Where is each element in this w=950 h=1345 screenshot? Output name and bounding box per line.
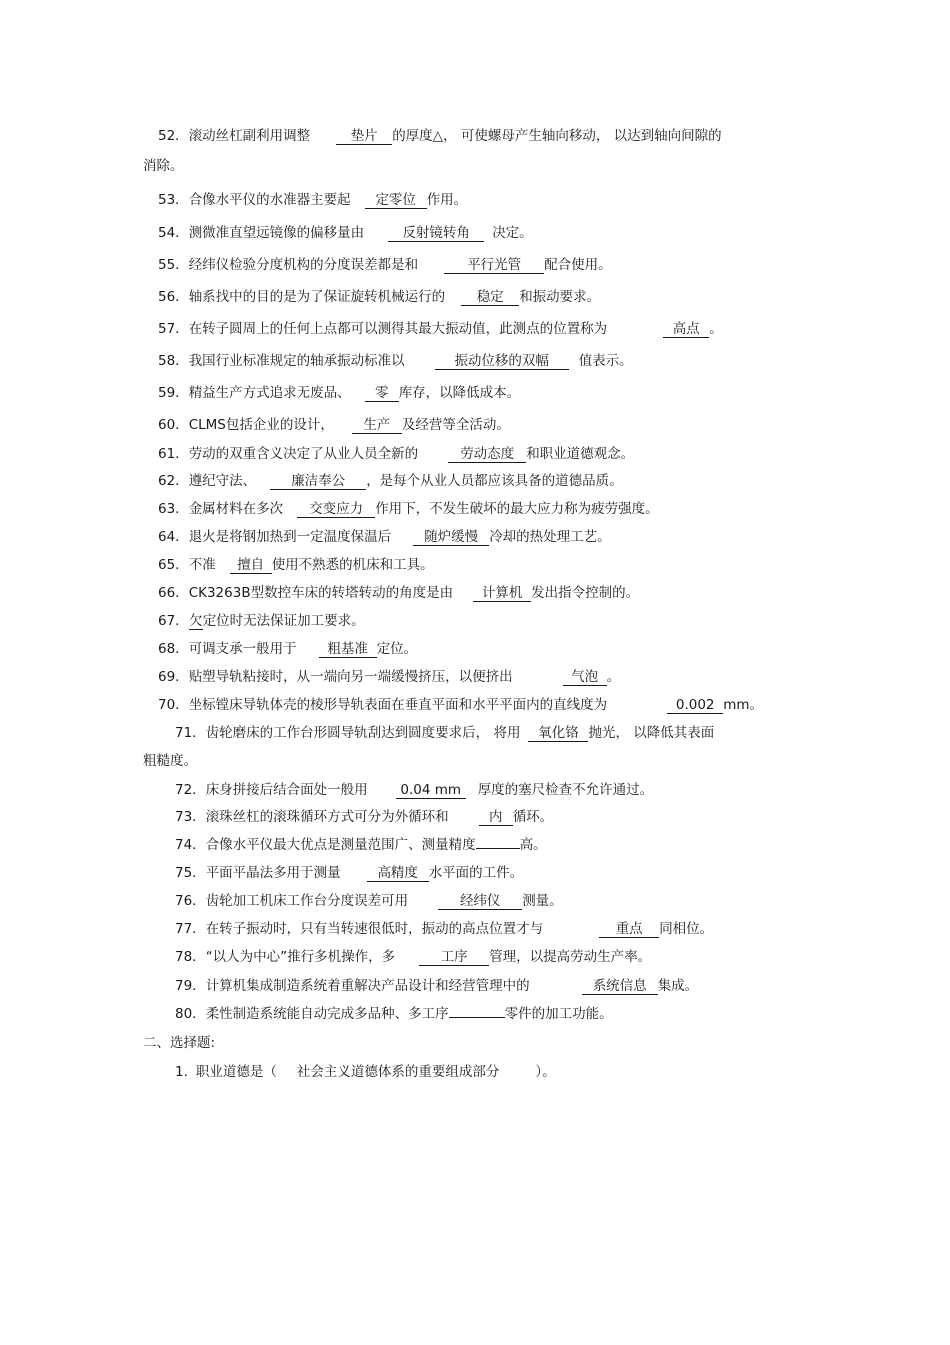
- answer-blank: 反射镜转角: [388, 226, 484, 242]
- answer-blank: 振动位移的双幅: [435, 354, 569, 370]
- answer-blank: 高精度: [367, 866, 429, 882]
- question-59: 59．精益生产方式追求无废品、 零 库存，以降低成本。: [158, 385, 521, 401]
- answer-blank: 交变应力: [297, 502, 375, 518]
- question-78: 78．“以人为中心”推行多机操作，多 工序 管理，以提高劳动生产率。: [175, 949, 652, 965]
- question-68: 68．可调支承一般用于 粗基准 定位。: [158, 641, 418, 657]
- choice-question-1: 1. 职业道德是（ 社会主义道德体系的重要组成部分 ）。: [175, 1064, 556, 1080]
- answer-blank: 内: [479, 810, 513, 826]
- question-69: 69．贴塑导轨粘接时，从一端向另一端缓慢挤压，以便挤出 气泡 。: [158, 669, 621, 685]
- question-79: 79．计算机集成制造系统着重解决产品设计和经营管理中的 系统信息 集成。: [175, 978, 699, 994]
- question-54: 54．测微准直望远镜像的偏移量由 反射镜转角 决定。: [158, 225, 533, 241]
- answer-blank: 气泡: [563, 670, 607, 686]
- answer-blank: [476, 848, 520, 849]
- question-80: 80．柔性制造系统能自动完成多品种、多工序 零件的加工功能。: [175, 1006, 613, 1022]
- answer-blank: 重点: [599, 922, 659, 938]
- question-66: 66．CK3263B型数控车床的转塔转动的角度是由 计算机 发出指令控制的。: [158, 585, 640, 601]
- question-70: 70．坐标镗床导轨体壳的棱形导轨表面在垂直平面和水平平面内的直线度为 0.002 mm。: [158, 697, 763, 713]
- question-71-continuation: 粗糙度。: [143, 753, 197, 769]
- answer-blank: 计算机: [473, 586, 531, 602]
- question-55: 55．经纬仪检验分度机构的分度误差都是和 平行光管 配合使用。: [158, 257, 612, 273]
- answer-blank: 平行光管: [444, 258, 544, 274]
- answer-blank: 零: [365, 386, 399, 402]
- answer-blank: 定零位: [365, 193, 427, 209]
- question-72: 72．床身拼接后结合面处一般用 0.04 mm 厚度的塞尺检查不允许通过。: [175, 782, 654, 798]
- question-62: 62．遵纪守法、 廉洁奉公 ，是每个从业人员都应该具备的道德品质。: [158, 473, 623, 489]
- question-77: 77．在转子振动时，只有当转速很低时，振动的高点位置才与 重点 同相位。: [175, 921, 714, 937]
- answer-blank: 经纬仪: [438, 894, 522, 910]
- answer-blank: 欠: [188, 613, 203, 629]
- answer-blank: 垫片: [336, 129, 392, 145]
- question-71: 71．齿轮磨床的工作台形圆导轨刮达到圆度要求后， 将用 氧化铬 抛光， 以降低其表面: [175, 725, 715, 741]
- question-64: 64．退火是将钢加热到一定温度保温后 随炉缓慢 冷却的热处理工艺。: [158, 529, 611, 545]
- question-52-continuation: 消除。: [143, 158, 184, 174]
- answer-blank: 粗基准: [319, 642, 377, 658]
- answer-blank: 0.002: [667, 698, 723, 714]
- question-63: 63．金属材料在多次 交变应力 作用下，不发生破坏的最大应力称为疲劳强度。: [158, 501, 659, 517]
- question-76: 76．齿轮加工机床工作台分度误差可用 经纬仪 测量。: [175, 893, 563, 909]
- answer-blank: 工序: [419, 950, 489, 966]
- question-74: 74．合像水平仪最大优点是测量范围广、测量精度 高。: [175, 837, 547, 853]
- question-60: 60．CLMS包括企业的设计， 生产 及经营等全活动。: [158, 417, 510, 433]
- question-65: 65．不准 擅自 使用不熟悉的机床和工具。: [158, 557, 434, 573]
- answer-blank: 廉洁奉公: [270, 474, 366, 490]
- question-53: 53．合像水平仪的水准器主要起 定零位 作用。: [158, 192, 468, 208]
- question-61: 61．劳动的双重含义决定了从业人员全新的 劳动态度 和职业道德观念。: [158, 446, 635, 462]
- question-67: 67．欠定位时无法保证加工要求。: [158, 613, 365, 629]
- question-57: 57．在转子圆周上的任何上点都可以测得其最大振动值，此测点的位置称为 高点 。: [158, 321, 723, 337]
- question-58: 58．我国行业标准规定的轴承振动标准以 振动位移的双幅 值表示。: [158, 353, 633, 369]
- question-56: 56．轴系找中的目的是为了保证旋转机械运行的 稳定 和振动要求。: [158, 289, 601, 305]
- answer-blank: 擅自: [230, 558, 272, 574]
- answer-blank: 氧化铬: [528, 726, 588, 742]
- answer-blank: [449, 1017, 505, 1018]
- answer-blank: 生产: [352, 418, 402, 434]
- answer-blank: 稳定: [461, 290, 519, 306]
- answer-blank: 高点: [663, 322, 709, 338]
- answer-blank: 劳动态度: [448, 447, 526, 463]
- question-52: 52．滚动丝杠副利用调整 垫片 的厚度△， 可使螺母产生轴向移动， 以达到轴向间隙的: [158, 128, 722, 144]
- question-75: 75．平面平晶法多用于测量 高精度 水平面的工件。: [175, 865, 524, 881]
- answer-blank: 0.04 mm: [396, 783, 466, 799]
- answer-blank: 随炉缓慢: [413, 530, 489, 546]
- question-73: 73．滚珠丝杠的滚珠循环方式可分为外循环和 内 循环。: [175, 809, 554, 825]
- answer-blank: 系统信息: [582, 979, 658, 995]
- choice-answer: 社会主义道德体系的重要组成部分: [296, 1064, 500, 1080]
- section-heading-choice: 二、选择题:: [143, 1035, 216, 1051]
